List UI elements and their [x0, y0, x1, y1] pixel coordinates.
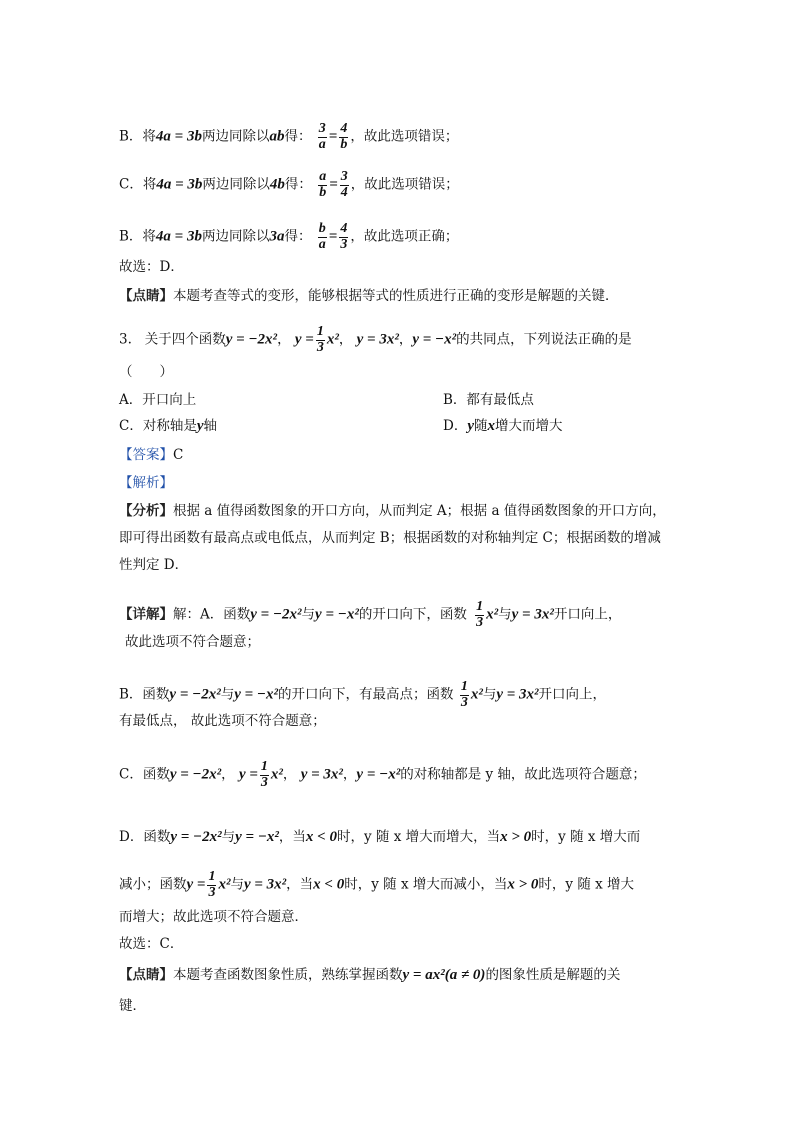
analysis-2: 即可得出函数有最高点或电低点，从而判定 B；根据函数的对称轴判定 C；根据函数的增减 — [119, 530, 661, 546]
detail-b-2: 有最低点， 故此选项不符合题意； — [119, 713, 326, 729]
fraction: $\frac{3}{4}$ — [340, 169, 348, 200]
option-d-line: B．将4a = 3b两边同除以3a得： $\frac{b}{a}$ = $\frac{4}{3}$ ，故此选项正确； — [119, 221, 459, 252]
dianjing-1: 【点睛】本题考查等式的变形，能够根据等式的性质进行正确的变形是解题的关键． — [119, 288, 619, 304]
choose-2: 故选：C． — [119, 936, 184, 952]
detail-d-3: 而增大；故此选项不符合题意． — [119, 909, 308, 925]
question-3-paren: （ ） — [119, 364, 173, 380]
option-c: C．对称轴是y轴 — [119, 418, 218, 434]
fraction: $\frac{a}{b}$ — [319, 169, 327, 200]
choose-1: 故选：D． — [119, 259, 184, 275]
question-3: 3. 关于四个函数y = −2x²， y = $\frac{1}{3}$ x²， y = 3x²，y = −x²的共同点，下列说法正确的是 — [119, 324, 632, 355]
option-c-line: C．将4a = 3b两边同除以4b得： $\frac{a}{b}$ = $\frac{3}{4}$ ，故此选项错误； — [119, 169, 459, 200]
analysis-3: 性判定 D． — [119, 557, 189, 573]
divisor: ab — [269, 128, 285, 145]
option-a: A．开口向上 — [119, 392, 197, 408]
detail-b: B．函数y = −2x²与y = −x²的开口向下，有最高点；函数 $\frac{1}{3}$ x²与y = 3x²开口向上， — [119, 679, 607, 710]
option-d: D．y随x增大而增大 — [443, 418, 563, 434]
text: B．将 — [119, 128, 156, 145]
fraction: $\frac{4}{3}$ — [340, 221, 348, 252]
jiexi-tag: 【解析】 — [119, 475, 173, 491]
dianjing-2-end: 键． — [119, 998, 146, 1014]
option-b: B．都有最低点 — [443, 392, 534, 408]
analysis-1: 【分析】根据 a 值得函数图象的开口方向，从而判定 A；根据 a 值得函数图象的开口方向， — [119, 503, 666, 519]
detail-c: C．函数y = −2x²， y = $\frac{1}{3}$ x²， y = 3x²，y = −x²的对称轴都是 y 轴，故此选项符合题意； — [119, 759, 646, 790]
detail-d: D．函数y = −2x²与y = −x²，当x < 0时，y 随 x 增大而增大，当x > 0时，y 随 x 增大而 — [119, 829, 641, 845]
detail-a-2: 故此选项不符合题意； — [125, 634, 260, 650]
text: 得： — [284, 128, 312, 145]
detail-d-2: 减小；函数y = $\frac{1}{3}$ x²与y = 3x²，当x < 0时，y 随 x 增大而减小，当x > 0时，y 随 x 增大 — [119, 869, 635, 900]
equation: 4a = 3b — [155, 128, 202, 145]
text: 两边同除以 — [201, 128, 270, 145]
option-b-line — [119, 122, 458, 152]
dianjing-2: 【点睛】本题考查函数图象性质，熟练掌握函数y = ax²(a ≠ 0)的图象性质是解题的关 — [119, 967, 621, 983]
fraction: $\frac{3}{a}$ — [318, 121, 326, 152]
fraction: $\frac{4}{b}$ — [340, 121, 348, 152]
detail-a: 【详解】解：A．函数y = −2x²与y = −x²的开口向下，函数 $\frac{1}{3}$ x²与y = 3x²开口向上， — [119, 599, 622, 630]
fraction: $\frac{b}{a}$ — [318, 221, 326, 252]
equals: = — [328, 128, 338, 145]
text: ，故此选项错误； — [350, 128, 459, 145]
answer: 【答案】C — [119, 447, 184, 463]
